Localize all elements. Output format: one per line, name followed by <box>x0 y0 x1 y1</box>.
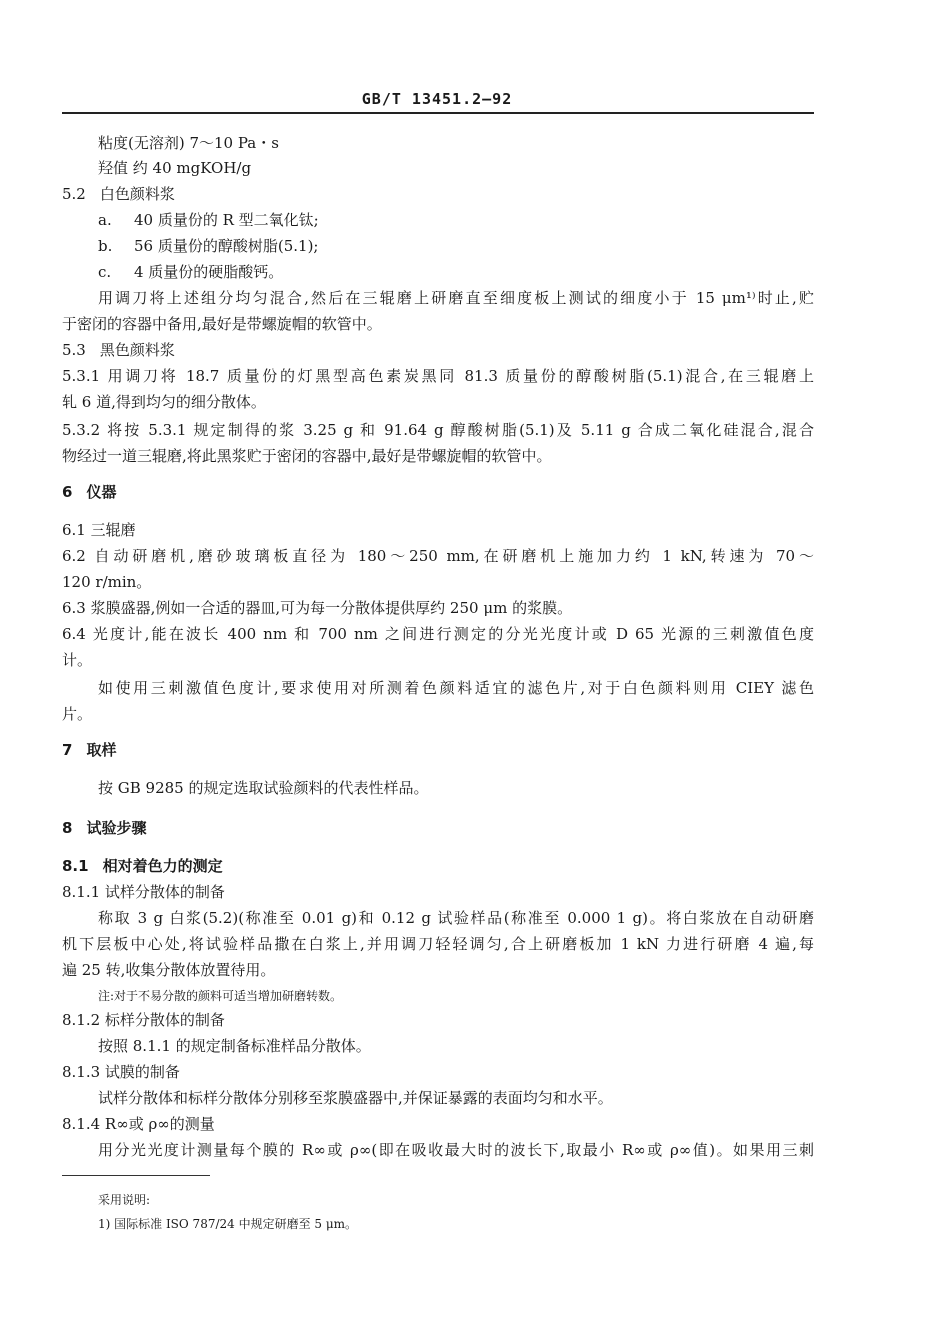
paragraph-5-2-line-2: 于密闭的容器中备用,最好是带螺旋帽的软管中。 <box>62 315 382 333</box>
section-title: 取样 <box>86 741 117 759</box>
section-8-1-2: 8.1.2 标样分散体的制备 <box>62 1011 225 1029</box>
paragraph-8-1-1-line-1: 称取 3 g 白浆(5.2)(称准至 0.01 g)和 0.12 g 试验样品(称准至 0.000 1 g)。将白浆放在自动研磨 <box>98 909 814 927</box>
section-8-1-3: 8.1.3 试膜的制备 <box>62 1063 180 1081</box>
paragraph-5-2-line-1: 用调刀将上述组分均匀混合,然后在三辊磨上研磨直至细度板上测试的细度小于 15 μm¹⁾时止,贮 <box>98 289 814 307</box>
section-number: 8 <box>62 819 73 837</box>
section-8-1-heading <box>62 856 814 876</box>
list-label: b. <box>98 237 113 255</box>
section-title: 试验步骤 <box>86 819 147 837</box>
footnote-rule <box>62 1175 210 1176</box>
section-8-1-1: 8.1.1 试样分散体的制备 <box>62 883 225 901</box>
list-label: c. <box>98 263 112 281</box>
list-item-c <box>98 262 850 282</box>
paragraph-8-1-3: 试样分散体和标样分散体分别移至浆膜盛器中,并保证暴露的表面均匀和水平。 <box>98 1089 613 1107</box>
section-5-2-heading <box>62 184 814 204</box>
section-6-1: 6.1 三辊磨 <box>62 521 136 539</box>
paragraph-5-3-1-line-1: 5.3.1 用调刀将 18.7 质量份的灯黑型高色素炭黑同 81.3 质量份的醇酸树脂(5.1)混合,在三辊磨上 <box>62 367 814 385</box>
section-number: 5.2 <box>62 185 86 203</box>
section-title: 相对着色力的测定 <box>102 857 223 875</box>
note: 注:对于不易分散的颜料可适当增加研磨转数。 <box>98 989 343 1003</box>
header-rule <box>62 112 814 114</box>
list-label: a. <box>98 211 112 229</box>
list-item-a <box>98 210 850 230</box>
paragraph-6-4-line-2: 片。 <box>62 705 93 723</box>
section-6-4-line-1: 6.4 光度计,能在波长 400 nm 和 700 nm 之间进行测定的分光光度计或 D 65 光源的三刺激值色度 <box>62 625 814 643</box>
paragraph-8-1-1-line-2: 机下层板中心处,将试验样品撒在白浆上,并用调刀轻轻调匀,合上研磨板加 1 kN 力进行研磨 4 遍,每 <box>62 935 814 953</box>
paragraph-8-1-4: 用分光光度计测量每个膜的 R∞或 ρ∞(即在吸收最大时的波长下,取最小 R∞或 ρ∞值)。如果用三刺 <box>98 1141 814 1159</box>
list-text: 40 质量份的 R 型二氧化钛; <box>134 211 319 229</box>
section-number: 6 <box>62 483 73 501</box>
paragraph-5-3-2-line-2: 物经过一道三辊磨,将此黑浆贮于密闭的容器中,最好是带螺旋帽的软管中。 <box>62 447 552 465</box>
section-number: 8.1 <box>62 857 89 875</box>
section-number: 7 <box>62 741 73 759</box>
section-6-4-line-2: 计。 <box>62 651 93 669</box>
paragraph-6-4-line-1: 如使用三刺激值色度计,要求使用对所测着色颜料适宜的滤色片,对于白色颜料则用 CIEY 滤色 <box>98 679 814 697</box>
list-text: 56 质量份的醇酸树脂(5.1); <box>134 237 319 255</box>
paragraph-8-1-2: 按照 8.1.1 的规定制备标准样品分散体。 <box>98 1037 371 1055</box>
paragraph-8-1-1-line-3: 遍 25 转,收集分散体放置待用。 <box>62 961 276 979</box>
section-6-heading <box>62 482 814 502</box>
section-title: 仪器 <box>86 483 117 501</box>
section-8-1-4: 8.1.4 R∞或 ρ∞的测量 <box>62 1115 215 1133</box>
section-6-2-line-2: 120 r/min。 <box>62 573 152 591</box>
section-6-2-line-1: 6.2 自动研磨机,磨砂玻璃板直径为 180～250 mm,在研磨机上施加力约 1 kN,转速为 70～ <box>62 547 814 565</box>
paragraph-5-3-1-line-2: 轧 6 道,得到均匀的细分散体。 <box>62 393 266 411</box>
list-item-b <box>98 236 850 256</box>
section-7-heading <box>62 740 814 760</box>
page-header: GB/T 13451.2—92 <box>361 90 513 108</box>
section-5-3-heading <box>62 340 814 360</box>
section-title: 黑色颜料浆 <box>99 341 175 359</box>
section-title: 白色颜料浆 <box>99 185 175 203</box>
section-8-heading <box>62 818 814 838</box>
section-6-3: 6.3 浆膜盛器,例如一合适的器皿,可为每一分散体提供厚约 250 μm 的浆膜。 <box>62 599 573 617</box>
viscosity-line: 粘度(无溶剂) 7～10 Pa・s <box>98 134 279 152</box>
list-text: 4 质量份的硬脂酸钙。 <box>134 263 284 281</box>
hydroxyl-line: 羟值 约 40 mgKOH/g <box>98 159 252 177</box>
paragraph-7: 按 GB 9285 的规定选取试验颜料的代表性样品。 <box>98 779 429 797</box>
footnote-text: 1) 国际标准 ISO 787/24 中规定研磨至 5 μm。 <box>98 1217 358 1231</box>
section-number: 5.3 <box>62 341 86 359</box>
footnote-heading: 采用说明: <box>98 1193 151 1207</box>
paragraph-5-3-2-line-1: 5.3.2 将按 5.3.1 规定制得的浆 3.25 g 和 91.64 g 醇酸树脂(5.1)及 5.11 g 合成二氧化硅混合,混合 <box>62 421 814 439</box>
